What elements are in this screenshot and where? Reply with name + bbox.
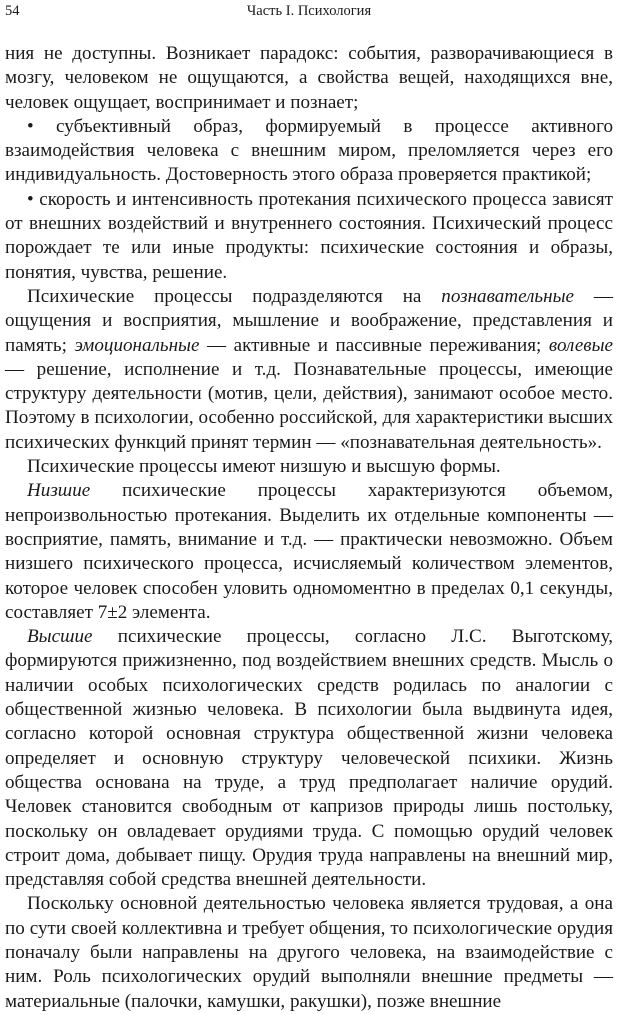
paragraph <box>5 479 613 625</box>
text-run: Психические процессы подразделяются на <box>27 285 442 307</box>
paragraph <box>5 625 613 892</box>
italic-term: эмоциональные <box>74 334 200 356</box>
text-run: Поскольку основной деятельностью человека является трудовая, а она по сути своей коллективна и требует общения, то психологические орудия поначалу были направлены на другого человека, на взаимодействие с ним. Роль психологических орудий выполняли внешние предметы — материальные (палочки, камушки, ракушки), позже внешние <box>5 893 613 1012</box>
text-run: — ощущения и восприятия, мышление и воображение, представления и память; <box>5 285 613 356</box>
running-head <box>5 0 613 22</box>
paragraph <box>5 892 613 1013</box>
bullet-paragraph <box>5 188 613 285</box>
page-number: 54 <box>5 3 20 19</box>
text-run: — решение, исполнение и т.д. Познавательные процессы, имеющие структуру деятельности (мотив, цели, действия), занимают особое место. Поэтому в психологии, особенно российской, для характеристики высших психических функций принят термин — «познавательная деятельность». <box>5 358 613 453</box>
paragraph <box>5 42 613 115</box>
text-run: психические процессы, согласно Л.С. Выготскому, формируются прижизненно, под воздействием внешних средств. Мысль о наличии особых психологических средств родилась по аналогии с общественной жизнью человека. В психологии была выдвинута идея, согласно которой основная структура общественной жизни человека определяет и основную структуру человеческой психики. Жизнь общества основана на труде, а труд предполагает наличие орудий. Человек становится свободным от капризов природы лишь постольку, поскольку он овладевает орудиями труда. С помощью орудий человек строит дома, добывает пищу. Орудия труда направлены на внешний мир, представляя собой средства внешней деятельности. <box>5 626 613 891</box>
italic-term: познавательные <box>441 285 574 307</box>
text-run: ния не доступны. Возникает парадокс: события, разворачивающиеся в мозгу, человеком не ощущаются, а свойства вещей, находящихся вне, человек ощущает, воспринимает и познает; <box>5 43 613 113</box>
italic-term: Низшие <box>27 480 91 502</box>
text-run: • скорость и интенсивность протекания психического процесса зависят от внешних воздействий и внутреннего состояния. Психический процесс порождает те или иные продукты: психические состояния и образы, понятия, чувства, решение. <box>5 188 613 283</box>
paragraph <box>5 455 613 479</box>
chapter-title: Часть I. Психология <box>246 3 372 19</box>
text-run: • субъективный образ, формируемый в процессе активного взаимодействия человека с внешним миром, преломляется через его индивидуальность. Достоверность этого образа проверяется практикой; <box>5 115 613 186</box>
text-run: — активные и пассивные переживания; <box>199 334 549 356</box>
italic-term: Высшие <box>27 626 93 648</box>
text-run: Психические процессы имеют низшую и высшую формы. <box>27 456 501 478</box>
bullet-paragraph <box>5 115 613 188</box>
text-run: психические процессы характеризуются объемом, непроизвольностью протекания. Выделить их отдельные компоненты — восприятие, память, внимание и т.д. — практически невозможно. Объем низшего психического процесса, исчисляемый количеством элементов, которое человек способен уловить одномоментно в пределах 0,1 секунды, составляет 7±2 элемента. <box>5 480 613 623</box>
paragraph <box>5 285 613 455</box>
body-text <box>5 42 613 1014</box>
italic-term: волевые <box>548 334 613 356</box>
